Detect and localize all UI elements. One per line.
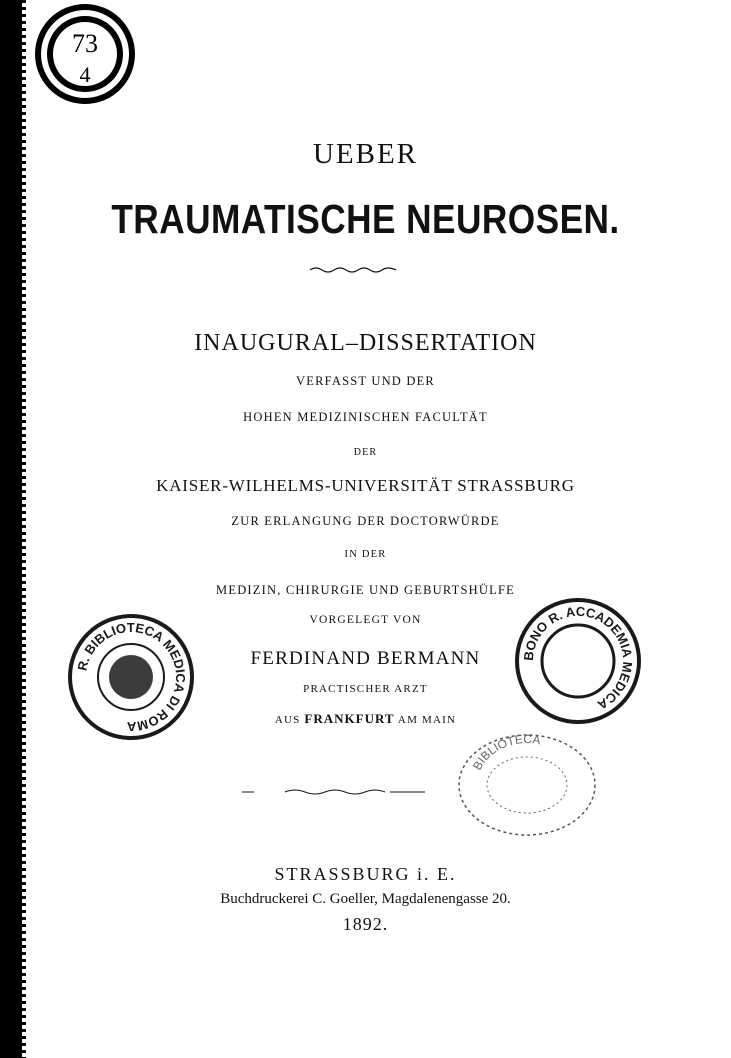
fields-line: MEDIZIN, CHIRURGIE UND GEBURTSHÜLFE — [216, 583, 515, 597]
shelfmark-number-bottom: 4 — [79, 62, 91, 87]
verfasst-line: VERFASST UND DER — [296, 374, 435, 388]
svg-text:BIBLIOTECA — [470, 732, 541, 772]
library-stamp-left — [66, 612, 196, 742]
over-title: UEBER — [312, 138, 419, 170]
imprint-year: 1892. — [342, 914, 389, 934]
library-right-text: BONO R. ACCADEMIA MEDICA — [520, 603, 636, 713]
faculty-line: HOHEN MEDIZINISCHEN FACULTÄT — [243, 410, 488, 424]
imprint-city: STRASSBURG i. E. — [274, 864, 457, 884]
origin-city: FRANKFURT — [304, 711, 395, 726]
library-stamp-right — [513, 596, 643, 726]
profession-line: PRACTISCHER ARZT — [303, 683, 428, 695]
in-der-line: IN DER — [344, 549, 387, 560]
shelfmark-stamp — [30, 2, 140, 112]
author-name: FERDINAND BERMANN — [250, 648, 481, 669]
university-line: KAISER-WILHELMS-UNIVERSITÄT STRASSBURG — [156, 476, 575, 495]
ornament-rule — [308, 266, 398, 274]
main-title: TRAUMATISCHE NEUROSEN. — [111, 196, 620, 242]
der-line: DER — [353, 447, 378, 458]
origin-suffix: AM MAIN — [397, 714, 457, 726]
presented-by-line: VORGELEGT VON — [309, 614, 422, 626]
dissertation-heading: INAUGURAL–DISSERTATION — [194, 330, 537, 356]
imprint-printer: Buchdruckerei C. Goeller, Magdalenengasse 20. — [220, 891, 511, 907]
faint-stamp-text: BIBLIOTECA — [470, 731, 542, 773]
ornament-rule-lower — [240, 787, 440, 797]
faint-stamp — [452, 730, 602, 840]
library-left-text: R. BIBLIOTECA MEDICA DI ROMA — [74, 619, 189, 735]
purpose-line: ZUR ERLANGUNG DER DOCTORWÜRDE — [231, 514, 500, 528]
origin-prefix: AUS — [274, 714, 301, 726]
shelfmark-number-top: 73 — [72, 29, 98, 58]
